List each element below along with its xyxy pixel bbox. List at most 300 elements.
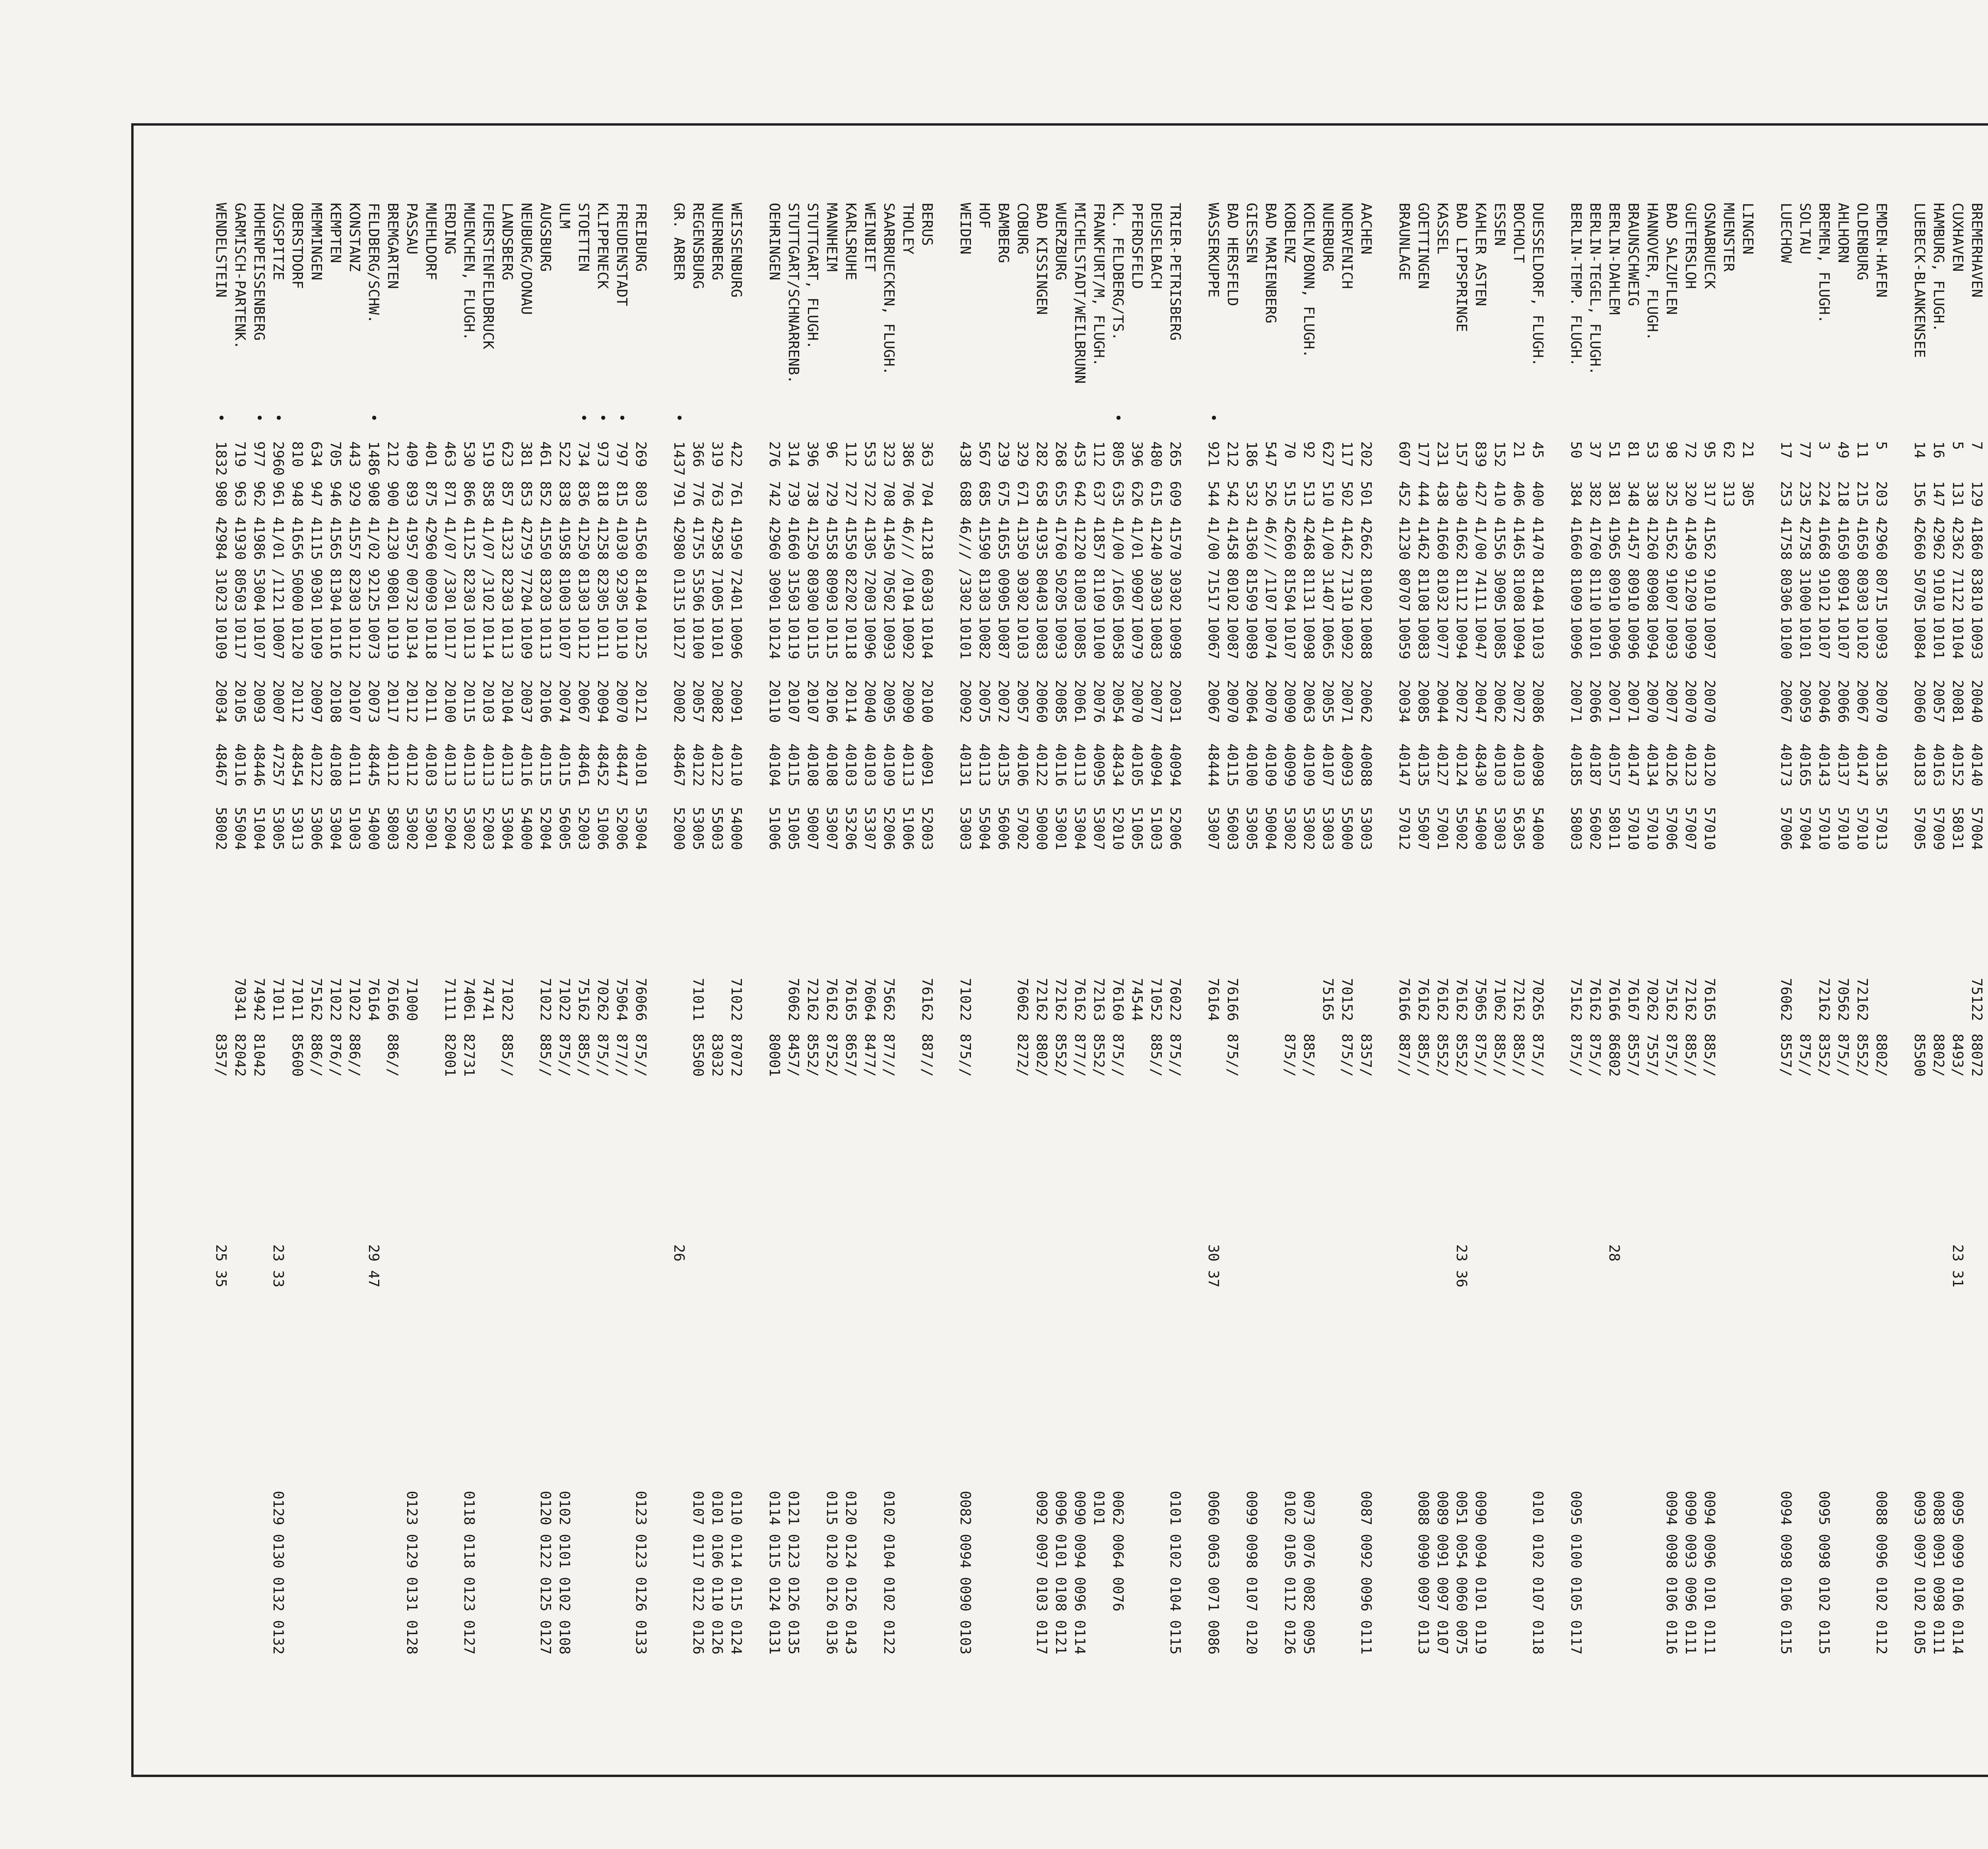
cell-station: MUENSTER: [1720, 203, 1737, 272]
cell-mark: •: [1110, 413, 1126, 422]
cell-iii: 626: [1129, 481, 1145, 507]
cell-d: 47257: [270, 743, 286, 787]
cell-erd: 0089 0091 0097 0107: [1434, 1491, 1450, 1655]
cell-b: 10104: [919, 616, 935, 660]
cell-a: 41/00 74111: [1472, 517, 1489, 612]
cell-g: 885//: [1682, 1034, 1699, 1077]
cell-d: 48454: [289, 743, 305, 787]
cell-f: 76062: [1014, 978, 1031, 1021]
cell-f: 76062: [785, 978, 802, 1021]
cell-f: 76166: [1606, 978, 1622, 1021]
cell-iii: 224: [1816, 481, 1832, 507]
cell-d: 40109: [1262, 743, 1279, 787]
cell-h: 186: [1243, 441, 1260, 468]
cell-d: 40105: [1129, 743, 1145, 787]
cell-c: 20070: [1644, 680, 1660, 723]
cell-c: 20037: [518, 680, 534, 723]
cell-h: 627: [1320, 441, 1336, 468]
cell-g: 887//: [1396, 1034, 1412, 1077]
cell-station: BREMERHAVEN: [1969, 203, 1985, 298]
cell-h: 50: [1568, 441, 1584, 459]
cell-d: 40103: [862, 743, 878, 787]
cell-iii: 671: [1014, 481, 1031, 507]
cell-h: 157: [1453, 441, 1470, 468]
cell-station: BAD LIPPSPRINGE: [1453, 203, 1470, 332]
cell-station: AACHEN: [1358, 203, 1374, 255]
cell-g: 885//: [1491, 1034, 1508, 1077]
cell-g: 886//: [346, 1034, 363, 1077]
cell-iii: 946: [327, 481, 344, 507]
cell-a: 41590 81303: [976, 517, 992, 612]
cell-a: 41465 81008: [1510, 517, 1527, 612]
cell-station: GR. ARBER: [671, 203, 687, 281]
cell-a: 41/07 /3102: [480, 517, 496, 612]
cell-f: 76165: [843, 978, 859, 1021]
cell-erd: 0060 0063 0071 0086: [1205, 1491, 1221, 1655]
cell-h: 98: [1663, 441, 1679, 459]
cell-d: 40187: [1587, 743, 1603, 787]
cell-f: 75064: [613, 978, 630, 1021]
cell-d: 40100: [1243, 743, 1260, 787]
cell-h: 53: [1644, 441, 1660, 459]
cell-a: 41/01 /1121: [270, 517, 286, 612]
cell-d: 40098: [1530, 743, 1546, 787]
cell-g: 877//: [613, 1034, 630, 1077]
cell-a: 42984 31023: [213, 517, 229, 612]
cell-e: 57010: [1644, 807, 1660, 850]
cell-d: 40116: [1052, 743, 1069, 787]
cell-mark: •: [365, 413, 382, 422]
cell-h: 45: [1530, 441, 1546, 459]
cell-a: 41650 80914: [1835, 517, 1851, 612]
cell-g: 8552/: [804, 1034, 821, 1077]
cell-e: 52006: [613, 807, 630, 850]
cell-g: 885//: [1701, 1034, 1718, 1077]
cell-d: 40103: [1510, 743, 1527, 787]
cell-f: 76162: [919, 978, 935, 1021]
cell-f: 74942: [251, 978, 267, 1021]
cell-f: 72162: [1510, 978, 1527, 1021]
cell-d: 48434: [1110, 743, 1126, 787]
cell-b: 10092: [900, 616, 916, 660]
cell-station: WASSERKUPPE: [1205, 203, 1221, 298]
cell-g: 8552/: [1052, 1034, 1069, 1077]
cell-iii: 980: [213, 481, 229, 507]
cell-d: 40122: [1033, 743, 1050, 787]
cell-ff: 25 35: [213, 1244, 229, 1288]
cell-c: 20091: [728, 680, 744, 723]
cell-h: 553: [862, 441, 878, 468]
cell-e: 53007: [823, 807, 840, 850]
cell-e: 53006: [308, 807, 324, 850]
cell-a: 41305 72003: [862, 517, 878, 612]
cell-a: 41655 00905: [995, 517, 1011, 612]
cell-g: 875//: [1110, 1034, 1126, 1077]
cell-station: STUTTGART/SCHNARRENB.: [785, 203, 802, 384]
cell-iii: 317: [1701, 481, 1718, 507]
cell-b: 10124: [766, 616, 782, 660]
cell-g: 8477/: [862, 1034, 878, 1077]
cell-e: 52003: [480, 807, 496, 850]
cell-d: 40136: [1873, 743, 1889, 787]
cell-station: SOLTAU: [1797, 203, 1813, 255]
cell-iii: 427: [1472, 481, 1489, 507]
cell-g: 80001: [766, 1034, 782, 1077]
cell-mark: •: [671, 413, 687, 422]
cell-station: BERLIN-DAHLEM: [1606, 203, 1622, 315]
cell-b: 10047: [1472, 616, 1489, 660]
cell-station: MUENCHEN, FLUGH.: [461, 203, 477, 341]
cell-g: 875//: [957, 1034, 973, 1077]
cell-erd: 0088 0090 0097 0113: [1415, 1491, 1431, 1655]
cell-erd: 0090 0094 0101 0119: [1472, 1491, 1489, 1655]
cell-iii: 929: [346, 481, 363, 507]
cell-e: 58002: [213, 807, 229, 850]
cell-d: 40115: [556, 743, 573, 787]
cell-b: 10093: [1969, 616, 1985, 660]
cell-c: 20070: [613, 680, 630, 723]
cell-d: 40103: [843, 743, 859, 787]
cell-iii: 688: [957, 481, 973, 507]
cell-d: 40147: [1396, 743, 1412, 787]
cell-h: 719: [232, 441, 248, 468]
cell-h: 16: [1930, 441, 1947, 459]
cell-f: 75122: [1969, 978, 1985, 1021]
cell-e: 52004: [442, 807, 458, 850]
cell-g: 8357/: [213, 1034, 229, 1077]
cell-iii: 400: [1530, 481, 1546, 507]
cell-h: 117: [1339, 441, 1355, 468]
cell-h: 522: [556, 441, 573, 468]
cell-d: 40104: [766, 743, 782, 787]
cell-iii: 381: [1606, 481, 1622, 507]
cell-iii: 147: [1930, 481, 1947, 507]
cell-h: 453: [1072, 441, 1088, 468]
cell-iii: 452: [1396, 481, 1412, 507]
cell-h: 81: [1625, 441, 1641, 459]
cell-mark: •: [613, 413, 630, 422]
cell-iii: 838: [556, 481, 573, 507]
cell-station: KLIPPENECK: [594, 203, 611, 289]
cell-b: 10101: [957, 616, 973, 660]
cell-station: LINGEN: [1740, 203, 1756, 255]
cell-iii: 706: [900, 481, 916, 507]
cell-d: 40108: [327, 743, 344, 787]
cell-c: 20121: [633, 680, 649, 723]
cell-d: 40163: [1930, 743, 1947, 787]
cell-h: 77: [1797, 441, 1813, 459]
cell-h: 530: [461, 441, 477, 468]
cell-h: 17: [1778, 441, 1794, 459]
cell-c: 20090: [1281, 680, 1298, 723]
cell-b: 10102: [1854, 616, 1870, 660]
cell-e: 58031: [1949, 807, 1966, 850]
cell-b: 10103: [1014, 616, 1031, 660]
cell-ff: 30 37: [1205, 1244, 1221, 1288]
cell-e: 55000: [1339, 807, 1355, 850]
cell-iii: 803: [633, 481, 649, 507]
cell-b: 10127: [671, 616, 687, 660]
cell-b: 10079: [1129, 616, 1145, 660]
cell-station: WEIDEN: [957, 203, 973, 255]
cell-f: 70262: [594, 978, 611, 1021]
cell-e: 50007: [804, 807, 821, 850]
cell-b: 10104: [1949, 616, 1966, 660]
cell-station: MICHELSTADT/WEILBRUNN: [1072, 203, 1088, 384]
cell-h: 797: [613, 441, 630, 468]
cell-a: 42468 81131: [1301, 517, 1317, 612]
cell-station: BRAUNLAGE: [1396, 203, 1412, 281]
cell-a: 41462 71310: [1339, 517, 1355, 612]
cell-g: 875//: [1663, 1034, 1679, 1077]
cell-a: 41450 70502: [881, 517, 897, 612]
cell-e: 53007: [1205, 807, 1221, 850]
cell-h: 839: [1472, 441, 1489, 468]
cell-e: 56003: [1224, 807, 1241, 850]
cell-h: 396: [1129, 441, 1145, 468]
cell-iii: 685: [976, 481, 992, 507]
cell-d: 40127: [1434, 743, 1450, 787]
cell-c: 20104: [499, 680, 515, 723]
cell-e: 57004: [1797, 807, 1813, 850]
cell-c: 20085: [1052, 680, 1069, 723]
cell-e: 54000: [365, 807, 382, 850]
cell-f: 74544: [1129, 978, 1145, 1021]
cell-b: 10101: [709, 616, 725, 660]
cell-b: 10103: [1530, 616, 1546, 660]
cell-e: 53004: [327, 807, 344, 850]
cell-c: 20076: [1091, 680, 1107, 723]
cell-station: LUEBECK-BLANKENSEE: [1911, 203, 1928, 358]
cell-f: 72162: [1816, 978, 1832, 1021]
cell-a: 41760 50205: [1052, 517, 1069, 612]
cell-station: HAMBURG, FLUGH.: [1930, 203, 1947, 332]
cell-e: 53002: [1281, 807, 1298, 850]
cell-station: GOETTINGEN: [1415, 203, 1431, 289]
cell-d: 40113: [1072, 743, 1088, 787]
cell-f: 70341: [232, 978, 248, 1021]
cell-f: 76162: [1072, 978, 1088, 1021]
cell-erd: 0087 0092 0096 0111: [1358, 1491, 1374, 1655]
cell-d: 40103: [423, 743, 439, 787]
cell-f: 76164: [365, 978, 382, 1021]
cell-c: 20034: [213, 680, 229, 723]
cell-e: 53001: [1052, 807, 1069, 850]
cell-e: 53002: [1301, 807, 1317, 850]
cell-a: 41650 80303: [1854, 517, 1870, 612]
cell-g: 875//: [1797, 1034, 1813, 1077]
cell-c: 20074: [556, 680, 573, 723]
cell-b: 10083: [1033, 616, 1050, 660]
cell-a: 41125 82303: [461, 517, 477, 612]
cell-iii: 776: [690, 481, 706, 507]
cell-h: 463: [442, 441, 458, 468]
cell-h: 112: [843, 441, 859, 468]
cell-b: 10085: [1072, 616, 1088, 660]
cell-d: 40111: [346, 743, 363, 787]
cell-g: 8552/: [1434, 1034, 1450, 1077]
cell-f: 72162: [1854, 978, 1870, 1021]
cell-iii: 871: [442, 481, 458, 507]
cell-d: 40091: [919, 743, 935, 787]
cell-c: 20072: [995, 680, 1011, 723]
cell-iii: 866: [461, 481, 477, 507]
cell-h: 96: [823, 441, 840, 459]
cell-station: HANNOVER, FLUGH.: [1644, 203, 1660, 341]
cell-erd: 0129 0130 0132 0132: [270, 1491, 286, 1655]
cell-e: 56002: [1587, 807, 1603, 850]
cell-g: 885//: [1510, 1034, 1527, 1077]
cell-c: 20071: [1568, 680, 1584, 723]
cell-station: BOCHOLT: [1510, 203, 1527, 263]
cell-h: 95: [1701, 441, 1718, 459]
cell-erd: 0123 0123 0126 0133: [633, 1491, 649, 1655]
cell-erd: 0107 0117 0122 0126: [690, 1491, 706, 1655]
cell-iii: 384: [1568, 481, 1584, 507]
cell-station: LANDSBERG: [499, 203, 515, 281]
cell-a: 41562 91010: [1701, 517, 1718, 612]
cell-a: 41560 81404: [633, 517, 649, 612]
cell-c: 20057: [690, 680, 706, 723]
cell-e: 51003: [346, 807, 363, 850]
cell-g: 8357/: [1358, 1034, 1374, 1077]
cell-g: 82731: [461, 1034, 477, 1077]
cell-g: 8802/: [1033, 1034, 1050, 1077]
cell-g: 885//: [1301, 1034, 1317, 1077]
cell-a: 41965 80910: [1606, 517, 1622, 612]
cell-c: 20071: [1606, 680, 1622, 723]
cell-erd: 0101 0106 0110 0126: [709, 1491, 725, 1655]
cell-g: 875//: [1224, 1034, 1241, 1077]
cell-ff: 29 47: [365, 1244, 382, 1288]
cell-d: 40112: [404, 743, 420, 787]
cell-station: EMDEN-HAFEN: [1873, 203, 1889, 298]
cell-iii: 852: [537, 481, 553, 507]
cell-c: 20107: [785, 680, 802, 723]
cell-a: 41218 60303: [919, 517, 935, 612]
cell-a: 41/07 /3301: [442, 517, 458, 612]
cell-h: 363: [919, 441, 935, 468]
cell-c: 20060: [1911, 680, 1928, 723]
cell-mark: •: [1205, 413, 1221, 422]
cell-iii: 708: [881, 481, 897, 507]
cell-station: KEMPTEN: [327, 203, 344, 263]
cell-b: 10111: [594, 616, 611, 660]
cell-d: 40108: [804, 743, 821, 787]
cell-g: 885//: [499, 1034, 515, 1077]
cell-station: HOHENPEISSENBERG: [251, 203, 267, 341]
cell-b: 10101: [1930, 616, 1947, 660]
cell-iii: 305: [1740, 481, 1756, 507]
cell-d: 40115: [785, 743, 802, 787]
cell-d: 40113: [461, 743, 477, 787]
cell-f: 76062: [1778, 978, 1794, 1021]
cell-d: 40135: [1415, 743, 1431, 787]
cell-e: 53003: [1358, 807, 1374, 850]
cell-station: DEUSELBACH: [1148, 203, 1164, 289]
cell-b: 10096: [1568, 616, 1584, 660]
cell-d: 40143: [1816, 743, 1832, 787]
cell-h: 623: [499, 441, 515, 468]
cell-erd: 0094 0096 0101 0111: [1701, 1491, 1718, 1655]
cell-a: 41457 80910: [1625, 517, 1641, 612]
cell-h: 547: [1262, 441, 1279, 468]
cell-b: 10107: [251, 616, 267, 660]
cell-b: 10094: [1644, 616, 1660, 660]
cell-d: 40112: [384, 743, 401, 787]
cell-station: NUERBURG: [1320, 203, 1336, 272]
cell-a: 41/00 31407: [1320, 517, 1336, 612]
cell-c: 20100: [442, 680, 458, 723]
cell-erd: 0094 0098 0106 0116: [1663, 1491, 1679, 1655]
cell-b: 10120: [289, 616, 305, 660]
cell-a: 41760 81110: [1587, 517, 1603, 612]
cell-d: 40122: [690, 743, 706, 787]
cell-station: BAMBERG: [995, 203, 1011, 263]
cell-station: WEINBIET: [862, 203, 878, 272]
cell-e: 51005: [785, 807, 802, 850]
cell-station: FREIBURG: [633, 203, 649, 272]
cell-b: 10096: [1606, 616, 1622, 660]
cell-e: 51004: [251, 807, 267, 850]
cell-station: COBURG: [1014, 203, 1031, 255]
cell-iii: 444: [1415, 481, 1431, 507]
cell-iii: 320: [1682, 481, 1699, 507]
cell-g: 875//: [556, 1034, 573, 1077]
cell-h: 212: [384, 441, 401, 468]
cell-a: 42660 50705: [1911, 517, 1928, 612]
cell-e: 58011: [1606, 807, 1622, 850]
cell-g: 886//: [308, 1034, 324, 1077]
cell-station: AUGSBURG: [537, 203, 553, 272]
cell-station: KASSEL: [1434, 203, 1450, 255]
cell-g: 82042: [232, 1034, 248, 1077]
cell-f: 71111: [442, 978, 458, 1021]
cell-h: 282: [1033, 441, 1050, 468]
cell-c: 20110: [766, 680, 782, 723]
cell-c: 20107: [346, 680, 363, 723]
cell-d: 48461: [575, 743, 592, 787]
cell-c: 20095: [881, 680, 897, 723]
cell-d: 40115: [537, 743, 553, 787]
cell-station: REGENSBURG: [690, 203, 706, 289]
cell-h: 461: [537, 441, 553, 468]
cell-e: 53007: [1091, 807, 1107, 850]
cell-station: FREUDENSTADT: [613, 203, 630, 307]
cell-e: 57005: [1911, 807, 1928, 850]
cell-h: 805: [1110, 441, 1126, 468]
cell-e: 57002: [1014, 807, 1031, 850]
cell-erd: 0088 0091 0098 0111: [1930, 1491, 1947, 1655]
cell-d: 40157: [1606, 743, 1622, 787]
cell-d: 40116: [232, 743, 248, 787]
cell-a: 42759 77204: [518, 517, 534, 612]
cell-iii: 815: [613, 481, 630, 507]
cell-b: 10096: [1625, 616, 1641, 660]
cell-a: 41458 80102: [1224, 517, 1241, 612]
cell-h: 177: [1415, 441, 1431, 468]
cell-b: 10098: [1301, 616, 1317, 660]
cell-station: DUESSELDORF, FLUGH.: [1530, 203, 1546, 367]
cell-c: 20062: [1491, 680, 1508, 723]
cell-erd: 0092 0097 0103 0117: [1033, 1491, 1050, 1655]
cell-station: KOBLENZ: [1281, 203, 1298, 263]
cell-mark: •: [213, 413, 229, 422]
cell-b: 10107: [1835, 616, 1851, 660]
cell-g: 875//: [1472, 1034, 1489, 1077]
cell-e: 53002: [404, 807, 420, 850]
cell-e: 55002: [1453, 807, 1470, 850]
